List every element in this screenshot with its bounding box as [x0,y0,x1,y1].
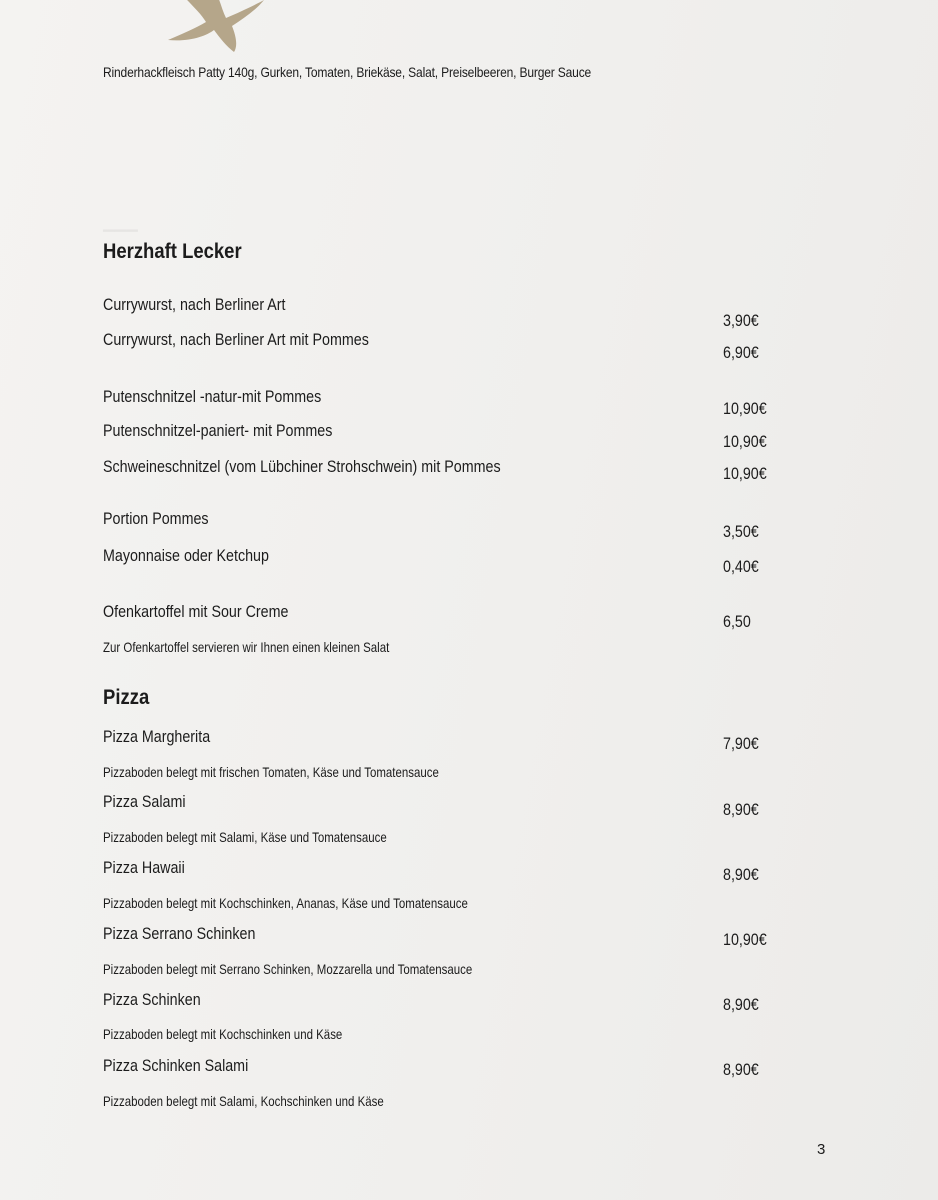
menu-item-name: Pizza Hawaii [103,858,185,877]
menu-item-price: 7,90€ [723,734,759,753]
menu-item-price: 8,90€ [723,995,759,1014]
menu-item-description: Pizzaboden belegt mit Kochschinken und Käse [103,1026,343,1042]
section-title-pizza: Pizza [103,686,150,709]
menu-item-name: Currywurst, nach Berliner Art mit Pommes [103,330,369,349]
menu-item-name: Portion Pommes [103,509,209,528]
menu-item-name: Mayonnaise oder Ketchup [103,546,269,565]
menu-item-name: Currywurst, nach Berliner Art [103,295,286,314]
burger-description: Rinderhackfleisch Patty 140g, Gurken, Tomaten, Briekäse, Salat, Preiselbeeren, Burger Sauce [103,64,592,80]
menu-item-name: Putenschnitzel -natur-mit Pommes [103,387,322,406]
menu-item-price: 10,90€ [723,930,767,949]
bleed-through-text: ▁▁▁ [103,215,138,232]
menu-item-price: 3,50€ [723,522,759,541]
menu-item-description: Pizzaboden belegt mit frischen Tomaten, Käse und Tomatensauce [103,764,439,780]
menu-item-description: Pizzaboden belegt mit Salami, Kochschinken und Käse [103,1093,384,1109]
menu-item-price: 10,90€ [723,432,767,451]
menu-item-price: 8,90€ [723,800,759,819]
menu-item-name: Pizza Salami [103,792,186,811]
menu-item-price: 6,90€ [723,343,759,362]
menu-item-name: Pizza Serrano Schinken [103,924,256,943]
menu-item-price: 3,90€ [723,311,759,330]
menu-item-name: Pizza Schinken [103,990,201,1009]
menu-item-price: 8,90€ [723,1060,759,1079]
menu-item-description: Pizzaboden belegt mit Serrano Schinken, Mozzarella und Tomatensauce [103,961,473,977]
menu-item-name: Pizza Margherita [103,727,211,746]
menu-item-price: 8,90€ [723,865,759,884]
menu-item-name: Schweineschnitzel (vom Lübchiner Strohschwein) mit Pommes [103,457,501,476]
menu-item-description: Pizzaboden belegt mit Salami, Käse und Tomatensauce [103,829,387,845]
page-number: 3 [817,1141,826,1158]
menu-item-name: Ofenkartoffel mit Sour Creme [103,602,289,621]
menu-item-description: Pizzaboden belegt mit Kochschinken, Ananas, Käse und Tomatensauce [103,895,468,911]
menu-item-description: Zur Ofenkartoffel servieren wir Ihnen einen kleinen Salat [103,639,390,655]
menu-item-price: 10,90€ [723,399,767,418]
menu-item-name: Putenschnitzel-paniert- mit Pommes [103,421,333,440]
section-title-herzhaft: Herzhaft Lecker [103,240,242,263]
starfish-icon [160,0,270,55]
menu-item-price: 6,50 [723,612,751,631]
menu-item-name: Pizza Schinken Salami [103,1056,249,1075]
menu-item-price: 10,90€ [723,464,767,483]
menu-item-price: 0,40€ [723,557,759,576]
